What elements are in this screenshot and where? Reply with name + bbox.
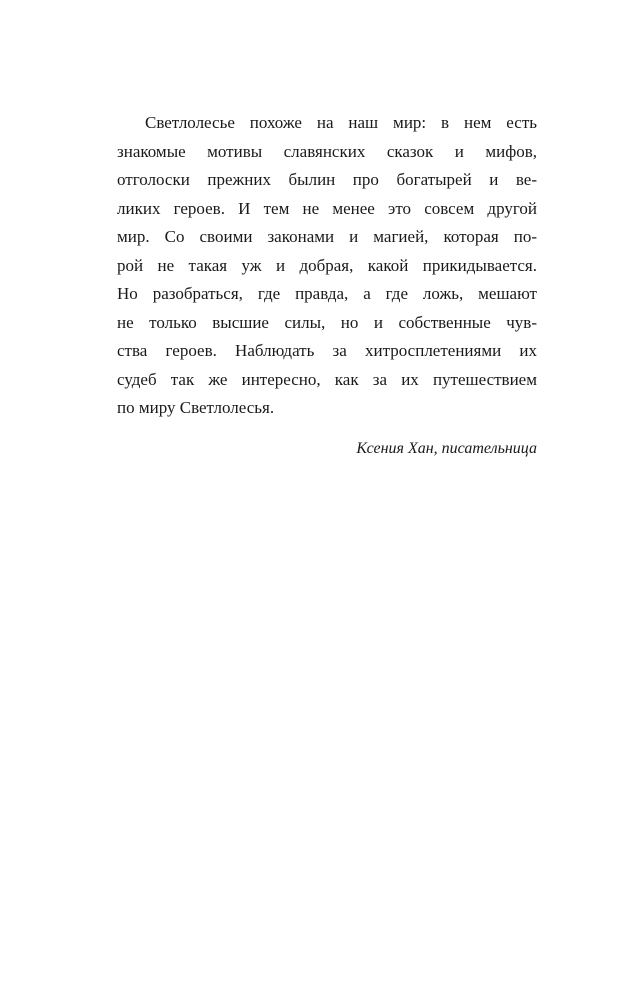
review-paragraph [117,109,537,423]
review-attribution: Ксения Хан, писательница [356,439,537,457]
paragraph-line: Светлолесье похоже на наш мир: в нем есть [145,113,537,132]
paragraph-line: ства героев. Наблюдать за хитросплетениями их [117,341,537,360]
paragraph-line: знакомые мотивы славянских сказок и мифов, [117,141,537,161]
paragraph-line: судеб так же интересно, как за их путешествием [117,369,537,389]
paragraph-line: рой не такая уж и добрая, какой прикидывается. [117,255,537,275]
paragraph-line: ликих героев. И тем не менее это совсем другой [117,198,537,218]
paragraph-line: Но разобраться, где правда, а где ложь, мешают [117,284,537,303]
paragraph-line: по миру Светлолесья. [117,398,275,417]
review-block [117,109,537,463]
paragraph-line: мир. Со своими законами и магией, которая по- [117,227,537,246]
paragraph-line: не только высшие силы, но и собственные чув- [117,312,537,332]
paragraph-line: отголоски прежних былин про богатырей и ве- [117,170,537,189]
